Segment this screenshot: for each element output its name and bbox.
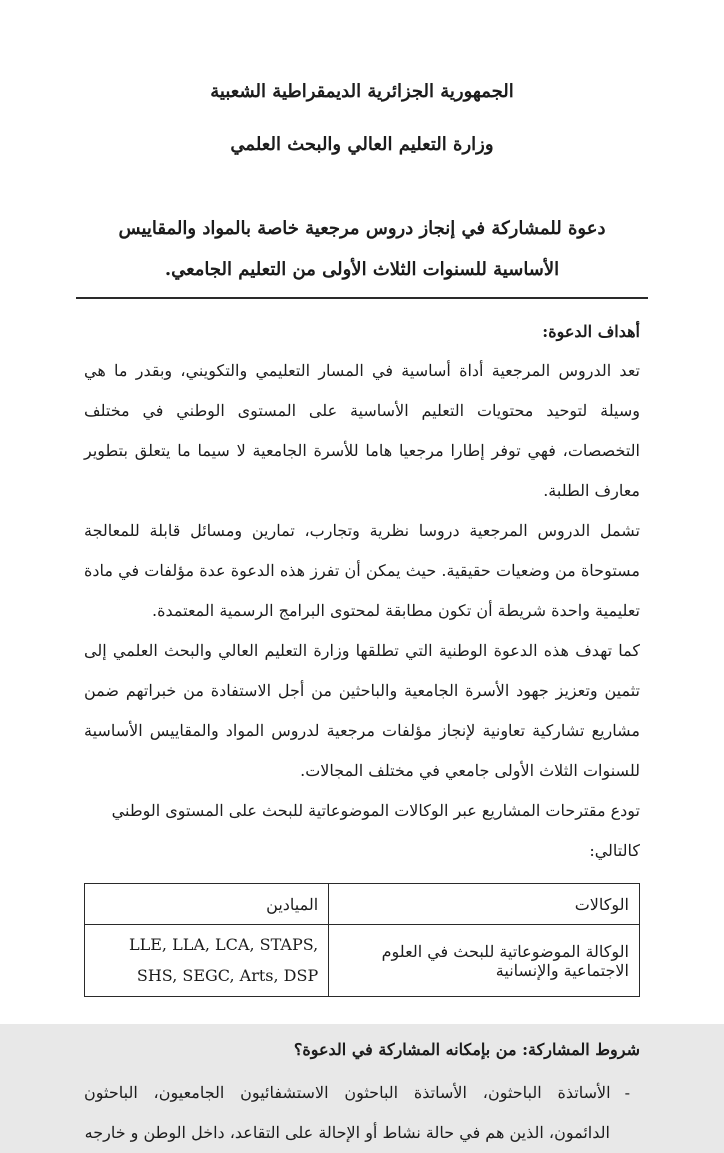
agencies-table	[84, 883, 640, 997]
ministry-title: وزارة التعليم العالي والبحث العلمي	[230, 134, 494, 155]
deposit-instruction-line: تودع مقترحات المشاريع عبر الوكالات الموضوعاتية للبحث على المستوى الوطني كالتالي:	[111, 801, 640, 861]
country-title: الجمهورية الجزائرية الديمقراطية الشعبية	[210, 81, 514, 102]
bullet-text: الأساتذة الباحثون، الأساتذة الباحثون الاستشفائيون الجامعيون، الباحثون الدائمون، الذين هم في حالة نشاط أو الإحالة على التقاعد، داخل الوطن و خارجه	[84, 1083, 611, 1143]
bullet-dash-marker: -	[624, 1083, 630, 1103]
bullet-item	[84, 1073, 640, 1153]
table-header-agencies: الوكالات	[329, 884, 640, 925]
document-header	[84, 78, 640, 158]
objectives-paragraph-2: تشمل الدروس المرجعية دروسا نظرية وتجارب، تمارين ومسائل قابلة للمعالجة مستوحاة من وضعيات حقيقية. حيث يمكن أن تفرز هذه الدعوة عدة مؤلفات في مادة تعليمية واحدة شريطة أن تكون مطابقة لمحتوى البرامج الرسمية المعتمدة.	[84, 521, 640, 621]
title-divider	[76, 297, 648, 299]
objectives-paragraph-1: تعد الدروس المرجعية أداة أساسية في المسار التعليمي والتكويني، وبقدر ما هي وسيلة لتوحيد محتويات التعليم الأساسية على المستوى الوطني في مختلف التخصصات، فهي توفر إطارا مرجعيا هاما للأسرة الجامعية لا سيما ما يتعلق بتطوير معارف الطلبة.	[84, 361, 641, 501]
document-title: دعوة للمشاركة في إنجاز دروس مرجعية خاصة بالمواد والمقاييس الأساسية للسنوات الثلاث الأولى من التعليم الجامعي.	[118, 218, 606, 281]
table-header-fields: الميادين	[85, 884, 329, 925]
participation-heading: شروط المشاركة: من بإمكانه المشاركة في الدعوة؟	[293, 1039, 640, 1059]
table-header-row	[85, 884, 640, 925]
table-row	[85, 925, 640, 997]
objectives-heading: أهداف الدعوة:	[542, 321, 640, 341]
fields-list-cell: LLE, LLA, LCA, STAPS, SHS, SEGC, Arts, DSP	[85, 925, 329, 997]
agency-name-cell: الوكالة الموضوعاتية للبحث في العلوم الاجتماعية والإنسانية	[329, 925, 640, 997]
objectives-paragraph-3: كما تهدف هذه الدعوة الوطنية التي تطلقها وزارة التعليم العالي والبحث العلمي إلى تثمين وتعزيز جهود الأسرة الجامعية والباحثين من أجل الاستفادة من خبراتهم ضمن مشاريع تشاركية تعاونية لإنجاز مؤلفات مرجعية لدروس المواد والمقاييس الأساسية للسنوات الثلاث الأولى جامعي في مختلف المجالات.	[84, 641, 641, 781]
